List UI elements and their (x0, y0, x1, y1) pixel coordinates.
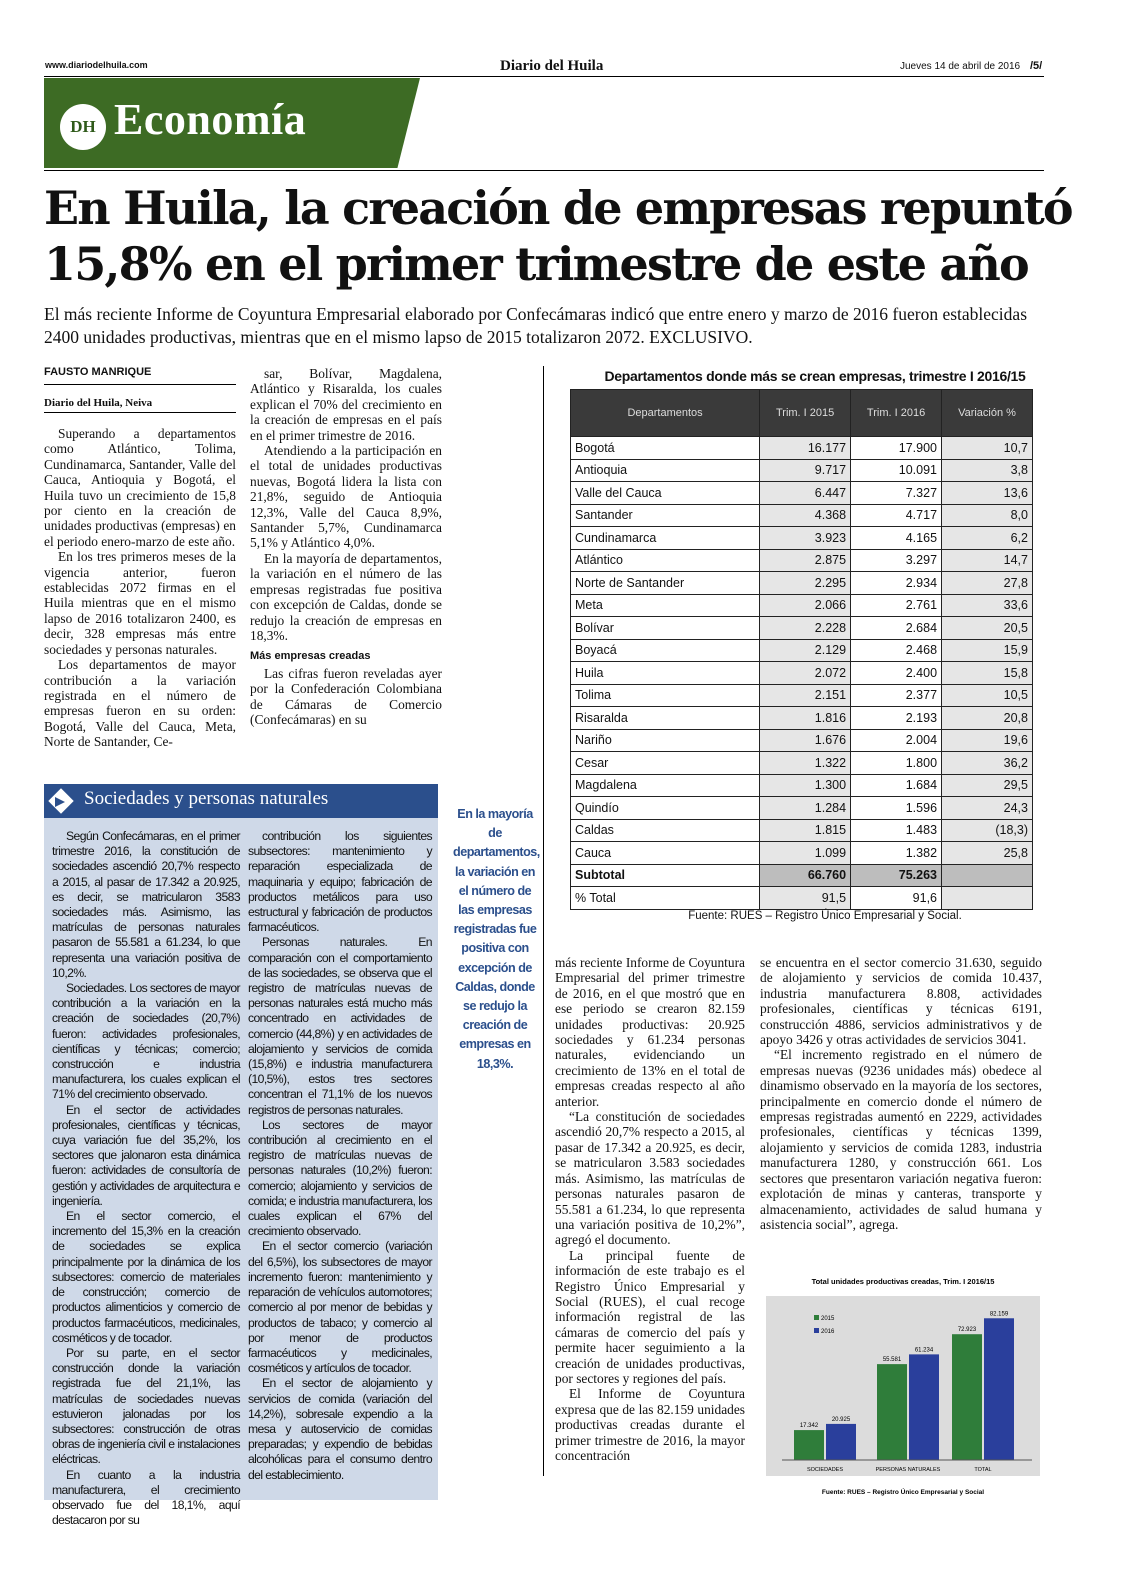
table-cell: 2.761 (851, 594, 942, 617)
paragraph: Sociedades. Los sectores de mayor contribución a la variación en la creación de sociedades (20,7%) fueron: actividades profesionales, científicas y técnicas; comercio; construcción e industria manufacturera, los cuales explican el 71% del crecimiento observado. (52, 981, 240, 1102)
row-label: Cesar (571, 752, 760, 775)
row-label: Santander (571, 504, 760, 527)
table-row (571, 842, 1033, 865)
table-cell: 1.815 (760, 819, 851, 842)
row-label: Cundinamarca (571, 527, 760, 550)
table-cell: 29,5 (942, 774, 1033, 797)
byline-org: Diario del Huila, Neiva (44, 397, 153, 409)
paragraph: En la mayoría de departamentos, la variación en el número de las empresas registradas fue positiva con excepción de Caldas, donde se redujo la creación de empresas en 18,3%. (250, 550, 442, 643)
table-row (571, 594, 1033, 617)
table-cell: 10.091 (851, 459, 942, 482)
bar-2015-2 (952, 1334, 982, 1460)
paragraph: “La constitución de sociedades ascendió 20,7% respecto a 2015, al pasar de 17.342 a 20.925, es decir, se matricularon 3.583 sociedades más. Asimismo, las matrículas de personas naturales pasaron de 55.581 a 61.234, lo que representa una variación positiva de 10,2%”, agregó el documento. (555, 1109, 745, 1248)
table-row (571, 729, 1033, 752)
paragraph: se encuentra en el sector comercio 31.630, seguido de alojamiento y servicios de comida 10.437, industria manufacturera 8.808, actividades profesionales, científicas y técnicas 6191, construcción 4886, servicios administrativos y de apoyo 3426 y otras actividades de servicios 3041. (760, 955, 1042, 1048)
table-cell: 24,3 (942, 797, 1033, 820)
table-cell: 1.382 (851, 842, 942, 865)
row-label: Bolívar (571, 617, 760, 640)
category-label: PERSONAS NATURALES (875, 1467, 941, 1473)
data-label: 17.342 (799, 1423, 819, 1430)
table-row (571, 774, 1033, 797)
row-label: Antioquia (571, 459, 760, 482)
row-label: Cauca (571, 842, 760, 865)
table-cell: 1.800 (851, 752, 942, 775)
table-cell: 2.934 (851, 572, 942, 595)
table-cell: 2.400 (851, 662, 942, 685)
table-header-row (571, 390, 1033, 437)
legend-swatch (814, 1315, 819, 1320)
row-label: Nariño (571, 729, 760, 752)
table-cell: 2.377 (851, 684, 942, 707)
paragraph: más reciente Informe de Coyuntura Empresarial del primer trimestre de 2016, en el que mostró que en ese periodo se crearon 82.159 unidades productivas: 20.925 sociedades y 61.234 personas naturales, evidenciando un crecimiento de 13% en el total de empresas creadas respecto al año anterior. (555, 955, 745, 1109)
table-cell: 16.177 (760, 437, 851, 460)
table-cell: 6.447 (760, 482, 851, 505)
table-cell: 19,6 (942, 729, 1033, 752)
table-row (571, 797, 1033, 820)
table-cell: 2.193 (851, 707, 942, 730)
column-header: Trim. I 2015 (760, 390, 851, 437)
table-cell: 15,9 (942, 639, 1033, 662)
paragraph: Superando a departamentos como Atlántico, Tolima, Cundinamarca, Santander, Valle del Cauca, Antioquia y Bogotá, el Huila tuvo un crecimiento de 15,8 por ciento en la creación de unidades productivas (empresas) en el periodo enero-marzo de este año. (44, 426, 236, 549)
paragraph: Los departamentos de mayor contribución a la variación registrada en el número de empresas fueron en su orden: Bogotá, Valle del Cauca, Meta, Norte de Santander, Ce- (44, 657, 236, 750)
row-label: Magdalena (571, 774, 760, 797)
table-cell: 15,8 (942, 662, 1033, 685)
table-cell: 6,2 (942, 527, 1033, 550)
table-cell: 25,8 (942, 842, 1033, 865)
row-label: Caldas (571, 819, 760, 842)
byline-rule (44, 384, 236, 385)
table-cell: (18,3) (942, 819, 1033, 842)
table-body (571, 437, 1033, 910)
table-cell: 7.327 (851, 482, 942, 505)
table-cell: 2.468 (851, 639, 942, 662)
data-label: 82.159 (989, 1311, 1009, 1318)
data-label: 55.581 (882, 1357, 902, 1364)
bar-2016-0 (826, 1424, 856, 1460)
table-cell: 36,2 (942, 752, 1033, 775)
table-cell: 2.066 (760, 594, 851, 617)
paragraph: sar, Bolívar, Magdalena, Atlántico y Risaralda, los cuales explican el 70% del crecimiento en la creación de empresas en el país en el primer trimestre de 2016. (250, 366, 442, 443)
headline: En Huila, la creación de empresas repuntó 15,8% en el primer trimestre de este año (44, 181, 1072, 291)
table-cell: 14,7 (942, 549, 1033, 572)
table-cell: 4.165 (851, 527, 942, 550)
sidebar-column-2 (248, 829, 432, 1483)
table-row (571, 572, 1033, 595)
row-label: Quindío (571, 797, 760, 820)
table-cell: 27,8 (942, 572, 1033, 595)
table-cell: 2.072 (760, 662, 851, 685)
table-cell: 1.300 (760, 774, 851, 797)
data-label: 72.923 (957, 1327, 977, 1334)
row-label: Risaralda (571, 707, 760, 730)
table-row (571, 549, 1033, 572)
paragraph: Las cifras fueron reveladas ayer por la Confederación Colombiana de Cámaras de Comercio (Confecámaras) en su (250, 665, 442, 727)
table-cell: 33,6 (942, 594, 1033, 617)
paragraph: El Informe de Coyuntura expresa que de las 82.159 unidades productivas creadas durante el primer trimestre de 2016, la mayor concentración (555, 1386, 745, 1463)
paragraph: contribución los siguientes subsectores: mantenimiento y reparación especializada de maquinaria y equipo; fabricación de productos metálicos para uso estructural y fabricación de productos farmacéuticos. (248, 829, 432, 935)
table-row (571, 504, 1033, 527)
bar-2015-1 (877, 1364, 907, 1460)
table-cell: 10,5 (942, 684, 1033, 707)
table-cell: 1.284 (760, 797, 851, 820)
paragraph: En cuanto a la industria manufacturera, el crecimiento observado fue del 18,1%, aquí destacaron por su (52, 1467, 240, 1528)
table-source: Fuente: RUES – Registro Único Empresarial y Social. (688, 910, 962, 922)
top-rule (44, 76, 1044, 77)
table-cell: 1.684 (851, 774, 942, 797)
subheading: Más empresas creadas (250, 650, 371, 663)
column-divider (543, 366, 544, 1476)
table-cell: 4.368 (760, 504, 851, 527)
paragraph: En el sector comercio (variación del 6,5%), los subsectores de mayor incremento fueron: mantenimiento y reparación de vehículos automotores; comercio al por menor de bebidas y productos de tabaco; y comercio al por menor de productos farmacéuticos y medicinales, cosméticos y artículos de tocador. (248, 1239, 432, 1376)
table-cell: 2.004 (851, 729, 942, 752)
table-row (571, 864, 1033, 887)
table-cell: 2.129 (760, 639, 851, 662)
table-row (571, 887, 1033, 910)
paragraph: “El incremento registrado en el número de empresas nuevas (9236 unidades más) obedece al dinamismo observado en la mayoría de los sectores, principalmente en comercio donde el número de empresas registradas aumentó en 2229, actividades profesionales, científicas y técnicas 1399, alojamiento y servicios de comida 1283, industria manufacturera 1280, y construcción 661. Los sectores que presentaron variación negativa fueron: explotación de minas y canteras, transporte y almacenamiento, actividades de salud humana y asistencia social”, agrega. (760, 1047, 1042, 1232)
chart-title: Total unidades productivas creadas, Trim. I 2016/15 (811, 1277, 995, 1286)
row-label: Meta (571, 594, 760, 617)
row-label: % Total (571, 887, 760, 910)
table-cell (942, 887, 1033, 910)
table-cell: 3.923 (760, 527, 851, 550)
section-name: Economía (114, 95, 307, 144)
dh-logo-badge: DH (60, 104, 106, 150)
row-label: Boyacá (571, 639, 760, 662)
bar-chart (762, 1270, 1044, 1502)
bar-2016-2 (984, 1318, 1014, 1460)
data-label: 20.925 (831, 1416, 851, 1423)
table-row (571, 684, 1033, 707)
table-row (571, 437, 1033, 460)
table-cell: 8,0 (942, 504, 1033, 527)
sidebar-column-1 (52, 829, 240, 1528)
table-cell (942, 864, 1033, 887)
lead-paragraph: El más reciente Informe de Coyuntura Empresarial elaborado por Confecámaras indicó que entre enero y marzo de 2016 fueron establecidas 2400 unidades productivas, mientras que en el mismo lapso de 2015 totalizaron 2072. EXCLUSIVO. (44, 304, 1027, 347)
table-row (571, 482, 1033, 505)
table-cell: 3,8 (942, 459, 1033, 482)
legend-label: 2015 (821, 1316, 835, 1322)
column-header: Trim. I 2016 (851, 390, 942, 437)
table-row (571, 752, 1033, 775)
table-row (571, 527, 1033, 550)
table-cell: 2.151 (760, 684, 851, 707)
paragraph: Según Confecámaras, en el primer trimestre 2016, la constitución de sociedades ascendió 20,7% respecto a 2015, al pasar de 17.342 a 20.925, es decir, se matricularon 3583 sociedades más. Asimismo, las matrículas de personas naturales pasaron de 55.581 a 61.234, lo que representa una variación positiva de 10,2%. (52, 829, 240, 980)
table-cell: 17.900 (851, 437, 942, 460)
table-cell: 13,6 (942, 482, 1033, 505)
table-cell: 1.676 (760, 729, 851, 752)
table-cell: 1.322 (760, 752, 851, 775)
table-cell: 1.483 (851, 819, 942, 842)
table-cell: 2.295 (760, 572, 851, 595)
departments-table (570, 389, 1033, 910)
row-label: Norte de Santander (571, 572, 760, 595)
row-label: Tolima (571, 684, 760, 707)
table-title: Departamentos donde más se crean empresas, trimestre I 2016/15 (604, 368, 1026, 384)
table-row (571, 819, 1033, 842)
row-label: Atlántico (571, 549, 760, 572)
table-row (571, 662, 1033, 685)
table-row (571, 459, 1033, 482)
table-cell: 20,8 (942, 707, 1033, 730)
bar-2015-0 (794, 1430, 824, 1460)
article-column-3 (555, 955, 745, 1463)
table-cell: 10,7 (942, 437, 1033, 460)
table-cell: 91,6 (851, 887, 942, 910)
pull-quote: En la mayoría de departamentos, la variación en el número de las empresas registradas fue positiva con excepción de Caldas, donde se redujo la creación de empresas en 18,3%. (453, 807, 540, 1071)
paragraph: Los sectores de mayor contribución al crecimiento en el registro de matrículas nuevas de personas naturales (10,2%) fueron: comercio; alojamiento y servicios de comida; e industria manufacturera, los cuales explican el 67% del crecimiento observado. (248, 1117, 432, 1239)
sidebar-box-title: Sociedades y personas naturales (84, 788, 329, 809)
arrow-right-icon (55, 797, 65, 807)
column-header: Variación % (942, 390, 1033, 437)
article-column-2 (250, 366, 442, 727)
paragraph: Atendiendo a la participación en el total de unidades productivas nuevas, Bogotá lidera la lista con 21,8%, seguido de Antioquia 12,3%, Valle del Cauca 8,9%, Santander 5,7%, Cundinamarca 5,1% y Atlántico 4,0%. (250, 443, 442, 551)
paper-name: Diario del Huila (500, 58, 604, 74)
table-cell: 4.717 (851, 504, 942, 527)
issue-date: Jueves 14 de abril de 2016 (900, 61, 1021, 72)
banner-rule (44, 170, 1044, 171)
table-cell: 2.684 (851, 617, 942, 640)
article-column-4 (760, 955, 1042, 1232)
table-row (571, 707, 1033, 730)
paragraph: Personas naturales. En comparación con el comportamiento de las sociedades, se observa que el registro de matrículas nuevas de personas naturales está mucho más concentrado en actividades de comercio (44,8%) y en actividades de alojamiento y servicios de comida (15,8%) e industria manufacturera (10,5%), estos tres sectores concentran el 71,1% de los nuevos registros de personas naturales. (248, 935, 432, 1117)
table-cell: 20,5 (942, 617, 1033, 640)
table-cell: 2.228 (760, 617, 851, 640)
site-url[interactable]: www.diariodelhuila.com (45, 60, 148, 70)
chart-source: Fuente: RUES – Registro Único Empresarial y Social (821, 1489, 985, 1496)
row-label: Subtotal (571, 864, 760, 887)
table-row (571, 639, 1033, 662)
paragraph: La principal fuente de información de este trabajo es el Registro Único Empresarial y Social (RUES), el cual recoge información registral de las cámaras de comercio del país y permite hacer seguimiento a la creación de unidades productivas, por sectores y regiones del país. (555, 1247, 745, 1386)
table-row (571, 617, 1033, 640)
table-cell: 1.596 (851, 797, 942, 820)
paragraph: Por su parte, en el sector construcción donde la variación registrada fue del 21,1%, las matrículas de sociedades nuevas estuvieron jalonadas por los subsectores: construcción de otras obras de ingeniería civil e instalaciones eléctricas. (52, 1345, 240, 1467)
paragraph: En los tres primeros meses de la vigencia anterior, fueron establecidas 2072 firmas en el Huila mientras que en el mismo lapso de 2016 totalizaron 2400, es decir, 328 empresas más entre sociedades y personas naturales. (44, 549, 236, 657)
byline-rule (44, 412, 236, 413)
category-label: TOTAL (974, 1467, 992, 1473)
table-cell: 1.099 (760, 842, 851, 865)
paragraph: En el sector de actividades profesionales, científicas y técnicas, cuya variación fue del 35,2%, los sectores que jalonaron esta dinámica fueron: actividades de consultoría de gestión y actividades de arquitectura e ingeniería. (52, 1102, 240, 1208)
table-cell: 91,5 (760, 887, 851, 910)
table-cell: 1.816 (760, 707, 851, 730)
row-label: Huila (571, 662, 760, 685)
table-cell: 75.263 (851, 864, 942, 887)
paragraph: En el sector de alojamiento y servicios de comida (variación del 14,2%), sobresale expendio a la mesa y autoservicio de comidas preparadas; y expendio de bebidas alcohólicas para el consumo dentro del establecimiento. (248, 1376, 432, 1482)
data-label: 61.234 (914, 1347, 934, 1354)
table-cell: 3.297 (851, 549, 942, 572)
byline-author: FAUSTO MANRIQUE (44, 366, 152, 378)
bar-2016-1 (909, 1354, 939, 1460)
paragraph: En el sector comercio, el incremento del 15,3% en la creación de sociedades se explica principalmente por la dinámica de los subsectores: comercio de materiales de construcción; comercio de productos alimenticios y comercio de productos farmacéuticos, medicinales, cosméticos y de tocador. (52, 1209, 240, 1345)
page-number: /5/ (1030, 60, 1043, 72)
table-cell: 9.717 (760, 459, 851, 482)
row-label: Bogotá (571, 437, 760, 460)
table-cell: 66.760 (760, 864, 851, 887)
table-cell: 2.875 (760, 549, 851, 572)
row-label: Valle del Cauca (571, 482, 760, 505)
column-header: Departamentos (571, 390, 760, 437)
article-column-1 (44, 426, 236, 750)
legend-swatch (814, 1328, 819, 1333)
category-label: SOCIEDADES (806, 1467, 844, 1473)
legend-label: 2016 (821, 1329, 835, 1335)
